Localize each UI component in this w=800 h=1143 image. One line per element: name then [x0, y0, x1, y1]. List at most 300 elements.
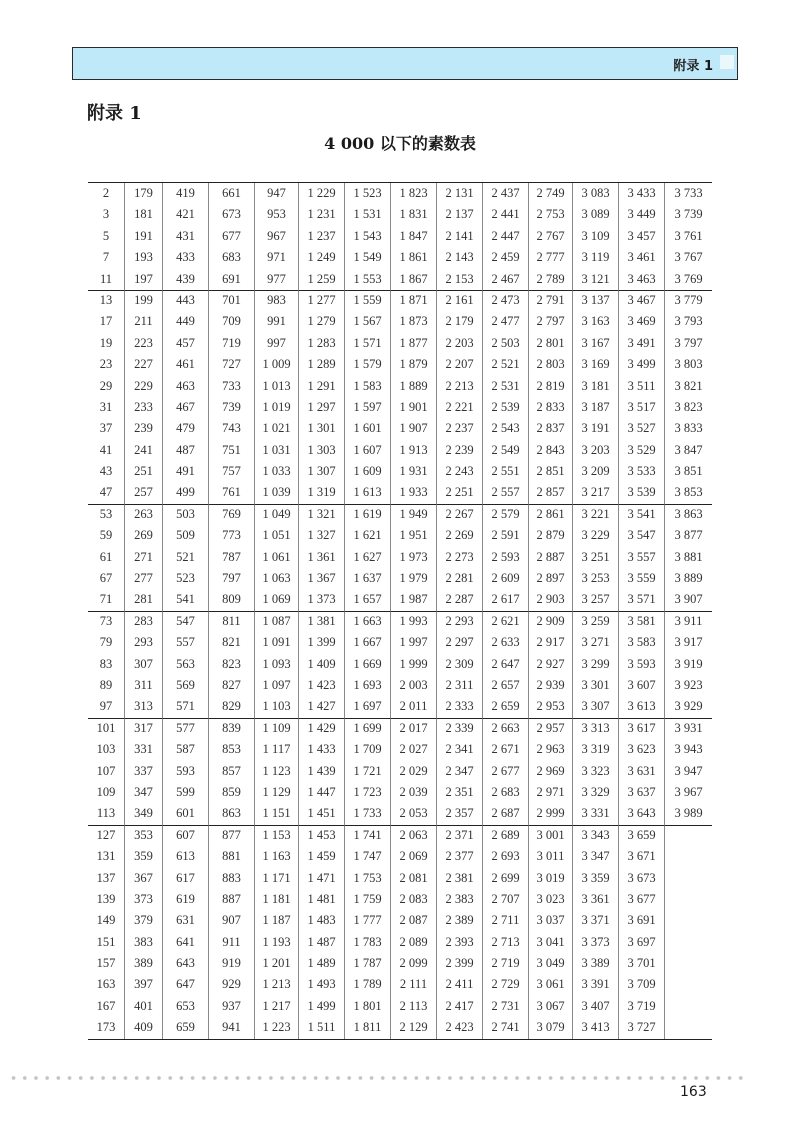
- prime-cell: 569: [162, 675, 208, 696]
- prime-cell: 3 271: [572, 632, 618, 653]
- prime-cell: 3 167: [572, 333, 618, 354]
- prime-cell: 1 879: [390, 354, 436, 375]
- empty-cell: [664, 910, 712, 931]
- prime-cell: 3 761: [664, 226, 712, 247]
- prime-cell: 3 359: [572, 868, 618, 889]
- prime-cell: 109: [96, 784, 116, 799]
- prime-cell: 1 601: [344, 418, 390, 439]
- prime-cell: 29: [99, 378, 113, 393]
- prime-cell: 1 087: [254, 611, 298, 632]
- prime-cell: 2 897: [528, 568, 572, 589]
- empty-cell: [664, 953, 712, 974]
- prime-cell: 1 097: [254, 675, 298, 696]
- prime-cell: 283: [124, 611, 162, 632]
- prime-cell: 3 529: [618, 440, 664, 461]
- prime-cell: 127: [88, 825, 124, 846]
- prime-cell: 1 667: [344, 632, 390, 653]
- prime-cell: 101: [88, 718, 124, 739]
- prime-cell: 547: [162, 611, 208, 632]
- prime-cell: 149: [96, 913, 116, 928]
- prime-cell: 509: [162, 525, 208, 546]
- prime-cell: 683: [208, 247, 254, 268]
- prime-cell: 521: [162, 547, 208, 568]
- prime-cell: 3 823: [664, 397, 712, 418]
- prime-cell: 2 591: [482, 525, 528, 546]
- page-number: 163: [680, 1084, 707, 1100]
- prime-cell: 3 083: [572, 183, 618, 204]
- prime-cell: 389: [124, 953, 162, 974]
- prime-cell: 1 109: [254, 718, 298, 739]
- prime-cell: 593: [162, 761, 208, 782]
- prime-cell: 3 019: [528, 868, 572, 889]
- prime-cell: 1 571: [344, 333, 390, 354]
- prime-cell: 211: [124, 311, 162, 332]
- prime-cell: 577: [162, 718, 208, 739]
- prime-cell: 353: [124, 825, 162, 846]
- prime-cell: 2 129: [390, 1017, 436, 1038]
- prime-cell: 1 747: [344, 846, 390, 867]
- prime-cell: 3 319: [572, 739, 618, 760]
- prime-cell: 2 683: [482, 782, 528, 803]
- prime-cell: 197: [124, 269, 162, 290]
- prime-cell: 2 341: [436, 739, 482, 760]
- prime-cell: 2 203: [436, 333, 482, 354]
- prime-cell: 3 229: [572, 525, 618, 546]
- prime-cell: 139: [96, 891, 116, 906]
- prime-cell: 1 013: [254, 376, 298, 397]
- prime-cell: 3 793: [664, 311, 712, 332]
- prime-cell: 3 631: [618, 761, 664, 782]
- prime-cell: 1 303: [298, 440, 344, 461]
- prime-cell: 53: [88, 504, 124, 525]
- prime-cell: 1 811: [344, 1017, 390, 1038]
- prime-cell: 43: [99, 464, 113, 479]
- prime-cell: 2 389: [436, 910, 482, 931]
- prime-cell: 419: [162, 183, 208, 204]
- prime-cell: 3 457: [618, 226, 664, 247]
- prime-cell: 1 553: [344, 269, 390, 290]
- prime-cell: 1 619: [344, 504, 390, 525]
- prime-cell: 3 067: [528, 996, 572, 1017]
- prime-cell: 1 093: [254, 654, 298, 675]
- prime-cell: 2 837: [528, 418, 572, 439]
- prime-cell: 3 257: [572, 589, 618, 610]
- prime-cell: 2 309: [436, 654, 482, 675]
- prime-cell: 461: [162, 354, 208, 375]
- prime-cell: 409: [124, 1017, 162, 1038]
- prime-cell: 1 033: [254, 461, 298, 482]
- prime-cell: 2 069: [390, 846, 436, 867]
- prime-cell: 2 137: [436, 204, 482, 225]
- empty-cell: [664, 846, 712, 867]
- prime-cell: 151: [96, 934, 116, 949]
- prime-cell: 811: [208, 611, 254, 632]
- prime-cell: 3 623: [618, 739, 664, 760]
- prime-cell: 3 947: [664, 761, 712, 782]
- prime-cell: 743: [208, 418, 254, 439]
- prime-cell: 2 551: [482, 461, 528, 482]
- prime-cell: 3 923: [664, 675, 712, 696]
- prime-cell: 439: [162, 269, 208, 290]
- prime-cell: 647: [162, 974, 208, 995]
- prime-cell: 2 441: [482, 204, 528, 225]
- prime-cell: 1 279: [298, 311, 344, 332]
- prime-cell: 61: [99, 549, 113, 564]
- prime-cell: 1 201: [254, 953, 298, 974]
- prime-cell: 607: [162, 825, 208, 846]
- prime-cell: 977: [254, 269, 298, 290]
- prime-cell: 3 037: [528, 910, 572, 931]
- prime-cell: 2 297: [436, 632, 482, 653]
- prime-cell: 2 593: [482, 547, 528, 568]
- prime-cell: 359: [124, 846, 162, 867]
- prime-cell: 3 767: [664, 247, 712, 268]
- prime-cell: 3 637: [618, 782, 664, 803]
- prime-cell: 3 347: [572, 846, 618, 867]
- prime-cell: 1 451: [298, 803, 344, 824]
- prime-cell: 1 709: [344, 739, 390, 760]
- prime-cell: 3 119: [572, 247, 618, 268]
- prime-cell: 2 207: [436, 354, 482, 375]
- prime-cell: 3 181: [572, 376, 618, 397]
- prime-cell: 2 281: [436, 568, 482, 589]
- prime-cell: 619: [162, 889, 208, 910]
- prime-cell: 3 673: [618, 868, 664, 889]
- prime-cell: 1 171: [254, 868, 298, 889]
- prime-cell: 2 927: [528, 654, 572, 675]
- prime-cell: 733: [208, 376, 254, 397]
- prime-cell: 3: [102, 207, 110, 222]
- prime-cell: 571: [162, 696, 208, 717]
- prime-cell: 331: [124, 739, 162, 760]
- prime-cell: 1 181: [254, 889, 298, 910]
- prime-cell: 1 321: [298, 504, 344, 525]
- prime-cell: 379: [124, 910, 162, 931]
- prime-cell: 2 659: [482, 696, 528, 717]
- prime-cell: 2 903: [528, 589, 572, 610]
- prime-cell: 1 597: [344, 397, 390, 418]
- prime-cell: 2 237: [436, 418, 482, 439]
- prime-cell: 2 411: [436, 974, 482, 995]
- prime-cell: 691: [208, 269, 254, 290]
- prime-cell: 1 607: [344, 440, 390, 461]
- prime-cell: 3 373: [572, 932, 618, 953]
- prime-cell: 3 109: [572, 226, 618, 247]
- prime-cell: 1 621: [344, 525, 390, 546]
- prime-cell: 2 273: [436, 547, 482, 568]
- prime-cell: 1 907: [390, 418, 436, 439]
- prime-cell: 67: [99, 571, 113, 586]
- prime-cell: 2 213: [436, 376, 482, 397]
- prime-cell: 2 477: [482, 311, 528, 332]
- prime-cell: 2 039: [390, 782, 436, 803]
- prime-cell: 3 863: [664, 504, 712, 525]
- prime-cell: 103: [96, 742, 116, 757]
- prime-cell: 3 079: [528, 1017, 572, 1038]
- prime-cell: 167: [96, 998, 116, 1013]
- prime-cell: 1 021: [254, 418, 298, 439]
- prime-cell: 229: [124, 376, 162, 397]
- prime-cell: 1 151: [254, 803, 298, 824]
- prime-cell: 1 453: [298, 825, 344, 846]
- prime-cell: 457: [162, 333, 208, 354]
- prime-cell: 193: [124, 247, 162, 268]
- prime-cell: 2 027: [390, 739, 436, 760]
- prime-cell: 2 557: [482, 482, 528, 503]
- prime-cell: 1 867: [390, 269, 436, 290]
- prime-cell: 1 663: [344, 611, 390, 632]
- prime-cell: 3 919: [664, 654, 712, 675]
- prime-cell: 5: [102, 228, 110, 243]
- prime-cell: 227: [124, 354, 162, 375]
- prime-cell: 3 559: [618, 568, 664, 589]
- prime-cell: 1 433: [298, 739, 344, 760]
- prime-cell: 2 633: [482, 632, 528, 653]
- prime-cell: 2 393: [436, 932, 482, 953]
- prime-cell: 1 567: [344, 311, 390, 332]
- prime-cell: 1 327: [298, 525, 344, 546]
- prime-cell: 3 499: [618, 354, 664, 375]
- prime-cell: 2 381: [436, 868, 482, 889]
- prime-cell: 23: [99, 357, 113, 372]
- prime-cell: 1 091: [254, 632, 298, 653]
- prime-cell: 3 851: [664, 461, 712, 482]
- prime-cell: 3 571: [618, 589, 664, 610]
- prime-cell: 2 437: [482, 183, 528, 204]
- prime-cell: 3 191: [572, 418, 618, 439]
- prime-cell: 3 343: [572, 825, 618, 846]
- prime-cell: 1 297: [298, 397, 344, 418]
- prime-cell: 2 801: [528, 333, 572, 354]
- prime-cell: 1 831: [390, 204, 436, 225]
- prime-cell: 3 491: [618, 333, 664, 354]
- prime-cell: 1 213: [254, 974, 298, 995]
- prime-cell: 2 909: [528, 611, 572, 632]
- prime-cell: 1 499: [298, 996, 344, 1017]
- prime-cell: 191: [124, 226, 162, 247]
- prime-cell: 523: [162, 568, 208, 589]
- prime-cell: 1 993: [390, 611, 436, 632]
- prime-cell: 3 697: [618, 932, 664, 953]
- footer-dotted-divider: [8, 1075, 748, 1081]
- prime-cell: 2 861: [528, 504, 572, 525]
- prime-cell: 1 277: [298, 290, 344, 311]
- prime-cell: 1 399: [298, 632, 344, 653]
- prime-cell: 947: [254, 183, 298, 204]
- prime-cell: 3 877: [664, 525, 712, 546]
- prime-cell: 2 741: [482, 1017, 528, 1038]
- prime-cell: 3 259: [572, 611, 618, 632]
- prime-cell: 1 471: [298, 868, 344, 889]
- prime-cell: 71: [99, 592, 113, 607]
- prime-cell: 1 697: [344, 696, 390, 717]
- prime-cell: 2 099: [390, 953, 436, 974]
- prime-cell: 971: [254, 247, 298, 268]
- prime-cell: 941: [208, 1017, 254, 1038]
- table-title: 4 000 以下的素数表: [324, 134, 476, 153]
- empty-cell: [664, 1017, 712, 1038]
- prime-cell: 349: [124, 803, 162, 824]
- prime-cell: 3 041: [528, 932, 572, 953]
- prime-cell: 2 399: [436, 953, 482, 974]
- prime-cell: 3 463: [618, 269, 664, 290]
- prime-cell: 1 753: [344, 868, 390, 889]
- prime-cell: 859: [208, 782, 254, 803]
- prime-cell: 1 193: [254, 932, 298, 953]
- prime-cell: 1 153: [254, 825, 298, 846]
- prime-cell: 3 221: [572, 504, 618, 525]
- prime-cell: 1 223: [254, 1017, 298, 1038]
- prime-cell: 3 917: [664, 632, 712, 653]
- prime-cell: 293: [124, 632, 162, 653]
- prime-cell: 2 243: [436, 461, 482, 482]
- prime-cell: 223: [124, 333, 162, 354]
- prime-cell: 1 609: [344, 461, 390, 482]
- prime-cell: 1 669: [344, 654, 390, 675]
- prime-cell: 47: [99, 485, 113, 500]
- prime-cell: 179: [124, 183, 162, 204]
- prime-cell: 3 853: [664, 482, 712, 503]
- prime-cell: 431: [162, 226, 208, 247]
- prime-cell: 3 967: [664, 782, 712, 803]
- prime-cell: 3 677: [618, 889, 664, 910]
- prime-cell: 877: [208, 825, 254, 846]
- prime-cell: 1 019: [254, 397, 298, 418]
- prime-cell: 3 709: [618, 974, 664, 995]
- prime-cell: 3 989: [664, 803, 712, 824]
- prime-cell: 601: [162, 803, 208, 824]
- prime-cell: 1 249: [298, 247, 344, 268]
- prime-cell: 3 461: [618, 247, 664, 268]
- prime-cell: 2 707: [482, 889, 528, 910]
- prime-cell: 2 549: [482, 440, 528, 461]
- prime-cell: 773: [208, 525, 254, 546]
- prime-cell: 3 253: [572, 568, 618, 589]
- prime-cell: 2 749: [528, 183, 572, 204]
- prime-cell: 3 659: [618, 825, 664, 846]
- prime-cell: 487: [162, 440, 208, 461]
- prime-cell: 3 433: [618, 183, 664, 204]
- prime-cell: 3 407: [572, 996, 618, 1017]
- prime-cell: 3 803: [664, 354, 712, 375]
- prime-cell: 3 881: [664, 547, 712, 568]
- prime-cell: 3 391: [572, 974, 618, 995]
- prime-cell: 2 003: [390, 675, 436, 696]
- prime-cell: 2 467: [482, 269, 528, 290]
- prime-cell: 661: [208, 183, 254, 204]
- prime-cell: 1 493: [298, 974, 344, 995]
- prime-cell: 1 427: [298, 696, 344, 717]
- prime-cell: 769: [208, 504, 254, 525]
- prime-cell: 3 779: [664, 290, 712, 311]
- prime-cell: 1 301: [298, 418, 344, 439]
- prime-cell: 1 283: [298, 333, 344, 354]
- prime-cell: 1 051: [254, 525, 298, 546]
- prime-cell: 1 237: [298, 226, 344, 247]
- prime-cell: 2 447: [482, 226, 528, 247]
- prime-cell: 3 389: [572, 953, 618, 974]
- prime-cell: 3 557: [618, 547, 664, 568]
- prime-cell: 2 939: [528, 675, 572, 696]
- prime-cell: 1 699: [344, 718, 390, 739]
- prime-cell: 3 541: [618, 504, 664, 525]
- prime-cell: 271: [124, 547, 162, 568]
- prime-cell: 1 913: [390, 440, 436, 461]
- prime-cell: 1 847: [390, 226, 436, 247]
- prime-cell: 467: [162, 397, 208, 418]
- prime-cell: 157: [96, 956, 116, 971]
- prime-cell: 2 459: [482, 247, 528, 268]
- prime-cell: 2 789: [528, 269, 572, 290]
- prime-cell: 311: [124, 675, 162, 696]
- prime-cell: 269: [124, 525, 162, 546]
- empty-cell: [664, 889, 712, 910]
- prime-cell: 421: [162, 204, 208, 225]
- prime-cell: 277: [124, 568, 162, 589]
- prime-cell: 2 963: [528, 739, 572, 760]
- prime-cell: 997: [254, 333, 298, 354]
- prime-cell: 1 307: [298, 461, 344, 482]
- prime-cell: 3 163: [572, 311, 618, 332]
- prime-cell: 2 081: [390, 868, 436, 889]
- prime-cell: 3 733: [664, 183, 712, 204]
- empty-cell: [664, 974, 712, 995]
- prime-cell: 31: [99, 399, 113, 414]
- prime-cell: 2 957: [528, 718, 572, 739]
- prime-cell: 2 879: [528, 525, 572, 546]
- prime-cell: 2 767: [528, 226, 572, 247]
- prime-cell: 2 113: [390, 996, 436, 1017]
- prime-cell: 599: [162, 782, 208, 803]
- prime-cell: 829: [208, 696, 254, 717]
- prime-cell: 1 229: [298, 183, 344, 204]
- prime-cell: 2 671: [482, 739, 528, 760]
- prime-cell: 2 753: [528, 204, 572, 225]
- prime-cell: 2 719: [482, 953, 528, 974]
- prime-cell: 173: [96, 1020, 116, 1035]
- prime-cell: 433: [162, 247, 208, 268]
- prime-cell: 1 069: [254, 589, 298, 610]
- prime-cell: 1 931: [390, 461, 436, 482]
- prime-cell: 2 089: [390, 932, 436, 953]
- prime-cell: 2 333: [436, 696, 482, 717]
- prime-cell: 3 691: [618, 910, 664, 931]
- prime-cell: 3 847: [664, 440, 712, 461]
- prime-cell: 367: [124, 868, 162, 889]
- prime-cell: 1 061: [254, 547, 298, 568]
- prime-cell: 347: [124, 782, 162, 803]
- prime-cell: 3 203: [572, 440, 618, 461]
- prime-cell: 3 643: [618, 803, 664, 824]
- prime-cell: 281: [124, 589, 162, 610]
- prime-cell: 857: [208, 761, 254, 782]
- prime-cell: 3 413: [572, 1017, 618, 1038]
- prime-cell: 821: [208, 632, 254, 653]
- prime-cell: 919: [208, 953, 254, 974]
- prime-cell: 1 187: [254, 910, 298, 931]
- prime-cell: 3 821: [664, 376, 712, 397]
- prime-cell: 2 729: [482, 974, 528, 995]
- prime-cell: 1 409: [298, 654, 344, 675]
- appendix-heading: 附录 1: [87, 103, 142, 124]
- prime-cell: 3 617: [618, 718, 664, 739]
- prime-cell: 1 999: [390, 654, 436, 675]
- prime-cell: 2 423: [436, 1017, 482, 1038]
- prime-cell: 1 877: [390, 333, 436, 354]
- prime-cell: 2 609: [482, 568, 528, 589]
- prime-cell: 2 083: [390, 889, 436, 910]
- prime-cell: 3 797: [664, 333, 712, 354]
